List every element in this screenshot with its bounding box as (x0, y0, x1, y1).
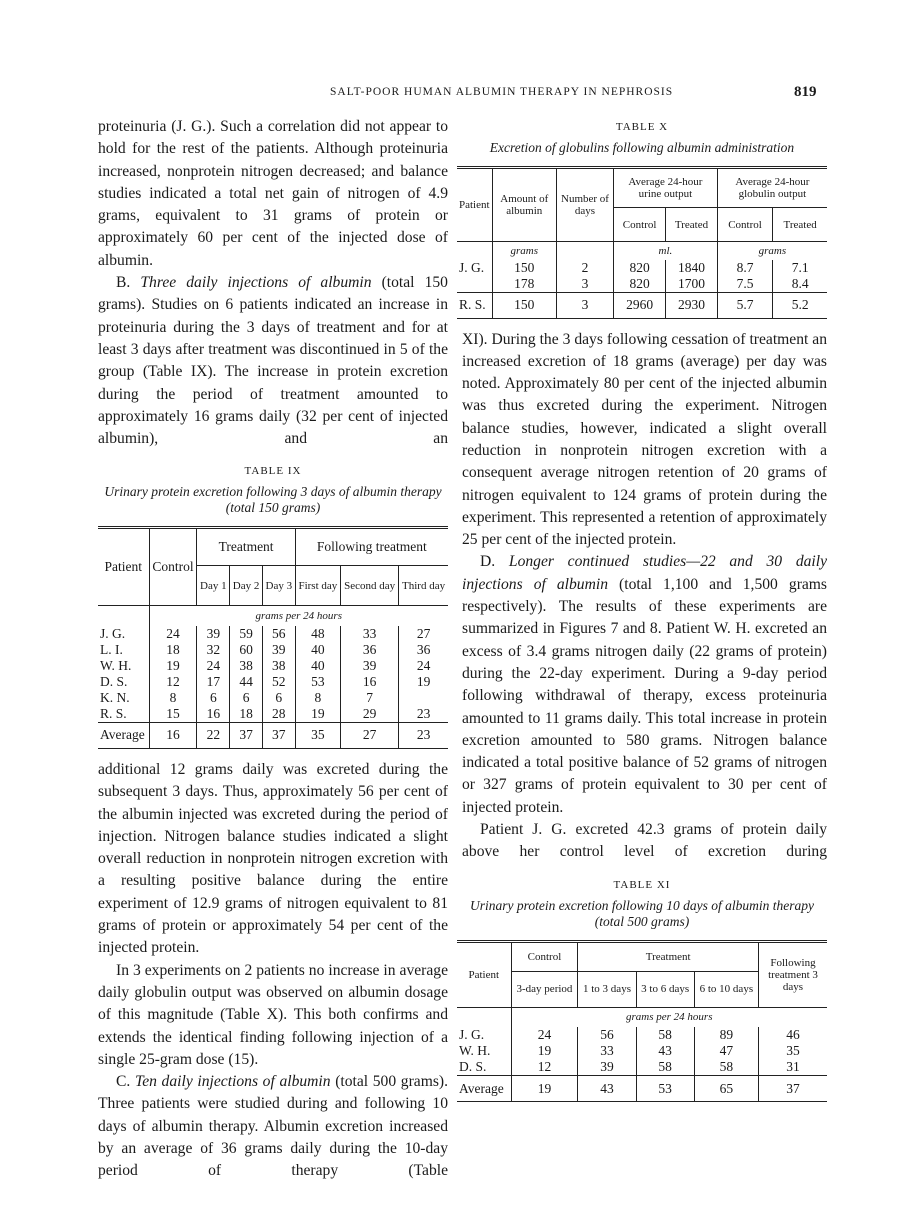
unit-label: ml. (614, 242, 718, 260)
table-row (457, 1059, 827, 1076)
average-cell: 16 (149, 722, 197, 748)
average-row (457, 1076, 827, 1102)
value-cell: 39 (262, 642, 295, 658)
table-xi (457, 878, 827, 1103)
table-x (457, 120, 827, 319)
col-header: Patient (104, 559, 142, 575)
value-cell: 3 (556, 292, 613, 318)
table-row (98, 690, 448, 706)
average-cell: 65 (694, 1076, 758, 1102)
value-cell: 35 (759, 1043, 828, 1059)
value-cell: 15 (149, 706, 197, 723)
unit-label: grams (492, 242, 556, 260)
value-cell: 8.7 (717, 260, 773, 276)
value-cell: 178 (492, 276, 556, 293)
data-table (457, 940, 827, 1103)
text: C. (116, 1073, 135, 1091)
text: D. (480, 553, 509, 571)
col-header: 6 to 10 days (694, 971, 758, 1007)
paragraph (462, 551, 827, 819)
patient-cell: J. G. (100, 625, 126, 641)
average-cell: 19 (511, 1076, 578, 1102)
section-heading: Longer continued studies—22 and 30 daily injections of albumin (462, 553, 827, 593)
text: B. (116, 274, 141, 292)
col-header: Third day (399, 566, 448, 606)
value-cell: 36 (341, 642, 399, 658)
col-header: Control (149, 528, 197, 606)
value-cell: 7.5 (717, 276, 773, 293)
value-cell: 24 (149, 626, 197, 642)
col-header: Average 24-hour urine output (614, 168, 718, 208)
patient-cell: J. G. (459, 1027, 485, 1043)
col-header: Treated (773, 208, 827, 242)
paragraph: Patient J. G. excreted 42.3 grams of protein daily above her control level of excretion during (462, 821, 827, 861)
col-header: Number of days (556, 168, 613, 242)
value-cell: 47 (694, 1043, 758, 1059)
value-cell: 16 (197, 706, 230, 723)
col-header: First day (295, 566, 340, 606)
value-cell: 48 (295, 626, 340, 642)
value-cell: 58 (636, 1027, 694, 1043)
value-cell: 1700 (666, 276, 718, 293)
value-cell: 24 (197, 658, 230, 674)
col-header: Control (511, 941, 578, 971)
value-cell: 18 (230, 706, 263, 723)
patient-cell: W. H. (100, 657, 132, 673)
value-cell: 40 (295, 658, 340, 674)
paragraph: XI). During the 3 days following cessation of treatment an increased excretion of 18 grams (average) per day was noted. Approximately 80 per cent of the injected albumin was thus excreted during the experiment. Nitrogen balance studies, however, indicated a slight overall reduction in nonprotein nitrogen excretion with a consequent average nitrogen retention of 20 grams of nitrogen equivalent to 124 grams of protein during the experiment. This represented a retention of approximately 25 per cent of the injected protein. (462, 330, 827, 549)
patient-cell: R. S. (100, 705, 127, 721)
table-caption: Excretion of globulins following albumin administration (489, 140, 795, 155)
average-row (98, 722, 448, 748)
value-cell: 29 (341, 706, 399, 723)
col-header: Amount of albumin (492, 168, 556, 242)
value-cell: 7 (341, 690, 399, 706)
value-cell: 16 (341, 674, 399, 690)
col-header: Patient (468, 968, 500, 981)
patient-cell: J. G. (459, 259, 485, 275)
average-cell: 37 (759, 1076, 828, 1102)
average-cell: 35 (295, 722, 340, 748)
value-cell: 19 (149, 658, 197, 674)
col-header: Day 3 (262, 566, 295, 606)
value-cell: 12 (149, 674, 197, 690)
value-cell: 150 (492, 260, 556, 276)
col-header: Control (717, 208, 773, 242)
value-cell: 18 (149, 642, 197, 658)
patient-cell: R. S. (459, 297, 486, 312)
col-header: Second day (341, 566, 399, 606)
value-cell: 27 (399, 626, 448, 642)
value-cell: 40 (295, 642, 340, 658)
col-header: 1 to 3 days (578, 971, 636, 1007)
paragraph: In 3 experiments on 2 patients no increase in average daily globulin output was observed on albumin dosage of this magnitude (Table X). This both confirms and extends the identical finding following injection of a single 25-gram dose (15). (98, 961, 448, 1068)
paragraph: proteinuria (J. G.). Such a correlation did not appear to hold for the rest of the patients. Although proteinuria increased, nonprotein nitrogen decreased; and balance studies indicated a total net gain of nitrogen of 4.9 grams, equivalent to 31 grams of protein or approximately 60 per cent of the injected dose of albumin. (98, 118, 448, 269)
value-cell: 8 (295, 690, 340, 706)
table-ix (98, 464, 448, 749)
value-cell: 33 (578, 1043, 636, 1059)
col-header: Average 24-hour globulin output (717, 168, 827, 208)
value-cell: 12 (511, 1059, 578, 1076)
average-cell: 43 (578, 1076, 636, 1102)
data-table (457, 166, 827, 319)
value-cell: 60 (230, 642, 263, 658)
value-cell: 3 (556, 276, 613, 293)
table-row (457, 1027, 827, 1043)
col-header: Day 2 (230, 566, 263, 606)
value-cell: 31 (759, 1059, 828, 1076)
table-row (98, 626, 448, 642)
value-cell: 32 (197, 642, 230, 658)
average-label: Average (100, 727, 145, 743)
table-row (457, 292, 827, 318)
value-cell: 2 (556, 260, 613, 276)
table-caption: Urinary protein excretion following 10 days of albumin therapy (total 500 grams) (470, 897, 814, 929)
unit-label: grams per 24 hours (149, 606, 448, 626)
patient-cell: D. S. (100, 673, 128, 689)
table-row (98, 706, 448, 723)
col-header: Treatment (578, 941, 759, 971)
patient-cell (457, 276, 492, 293)
patient-cell: K. N. (100, 689, 130, 705)
unit-label: grams (717, 242, 827, 260)
value-cell: 6 (197, 690, 230, 706)
value-cell: 46 (759, 1027, 828, 1043)
col-header: Treated (666, 208, 718, 242)
patient-cell: L. I. (100, 641, 123, 657)
table-title: TABLE X (615, 121, 669, 133)
value-cell (399, 690, 448, 706)
section-heading: Three daily injections of albumin (140, 274, 372, 292)
value-cell: 52 (262, 674, 295, 690)
value-cell: 7.1 (773, 260, 827, 276)
value-cell: 24 (399, 658, 448, 674)
table-row (457, 1043, 827, 1059)
value-cell: 53 (295, 674, 340, 690)
table-row (98, 642, 448, 658)
col-header: Treatment (197, 528, 295, 566)
table-row (457, 260, 827, 276)
value-cell: 56 (578, 1027, 636, 1043)
value-cell: 24 (511, 1027, 578, 1043)
average-cell: 53 (636, 1076, 694, 1102)
paragraph: additional 12 grams daily was excreted during the subsequent 3 days. Thus, approximately 56 per cent of the albumin injected was excreted during the period of injection. Nitrogen balance studies indicated a slight overall reduction in nonprotein nitrogen excretion with a resulting positive balance during the entire experiment of 12.9 grams of nitrogen equivalent to 81 grams of protein or approximately 54 per cent of the injected protein. (98, 760, 448, 957)
col-header: 3-day period (511, 971, 578, 1007)
value-cell: 89 (694, 1027, 758, 1043)
running-title: SALT-POOR HUMAN ALBUMIN THERAPY IN NEPHROSIS (330, 86, 674, 98)
value-cell: 820 (614, 276, 666, 293)
value-cell: 2960 (614, 292, 666, 318)
section-heading: Ten daily injections of albumin (134, 1073, 331, 1091)
average-cell: 27 (341, 722, 399, 748)
col-header: Day 1 (197, 566, 230, 606)
right-column (457, 120, 827, 1112)
value-cell: 38 (262, 658, 295, 674)
value-cell: 8.4 (773, 276, 827, 293)
value-cell: 6 (262, 690, 295, 706)
right-column-text (457, 329, 827, 864)
value-cell: 56 (262, 626, 295, 642)
table-row (457, 276, 827, 293)
value-cell: 5.7 (717, 292, 773, 318)
text: (total 500 grams). Three patients were studied during and following 10 days of albumin therapy. Albumin excretion increased by an average of 36 grams daily during the 10-day period of therapy (Table (98, 1073, 449, 1180)
value-cell: 39 (341, 658, 399, 674)
value-cell: 44 (230, 674, 263, 690)
table-row (98, 658, 448, 674)
left-column-top (98, 116, 448, 450)
value-cell: 6 (230, 690, 263, 706)
value-cell: 58 (694, 1059, 758, 1076)
value-cell: 36 (399, 642, 448, 658)
value-cell: 820 (614, 260, 666, 276)
value-cell: 38 (230, 658, 263, 674)
text: (total 150 grams). Studies on 6 patients indicated an increase in proteinuria during the 3 days of treatment and for at least 3 days after treatment was discontinued in 5 of the group (Table IX). The increase in protein excretion during the period of treatment amounted to approximately 16 grams daily (32 per cent of injected albumin), and an (98, 274, 448, 448)
col-header: Following treatment (295, 528, 448, 566)
left-column-bottom (98, 759, 448, 1183)
value-cell: 58 (636, 1059, 694, 1076)
table-caption: Urinary protein excretion following 3 days of albumin therapy (total 150 grams) (104, 484, 442, 516)
value-cell: 19 (295, 706, 340, 723)
table-title: TABLE XI (613, 878, 671, 891)
paragraph (98, 1071, 448, 1182)
value-cell: 150 (492, 292, 556, 318)
value-cell: 2930 (666, 292, 718, 318)
value-cell: 17 (197, 674, 230, 690)
average-cell: 37 (230, 722, 263, 748)
patient-cell: D. S. (459, 1059, 487, 1075)
value-cell: 39 (578, 1059, 636, 1076)
table-title: TABLE IX (244, 465, 302, 478)
paragraph (98, 272, 448, 450)
value-cell: 5.2 (773, 292, 827, 318)
col-header: 3 to 6 days (636, 971, 694, 1007)
page-number: 819 (794, 84, 817, 100)
unit-label: grams per 24 hours (511, 1007, 827, 1027)
text: (total 1,100 and 1,500 grams respectively). The results of these experiments are summarized in Figures 7 and 8. Patient W. H. excreted an excess of 3.4 grams nitrogen daily (22 grams of protein) during the 22-day experiment. During a 9-day period following withdrawal of therapy, excess proteinuria amounted to 11 grams daily. This total increase in protein excretion amounted to 580 grams. Nitrogen balance indicated a total positive balance of 52 grams of nitrogen or 327 grams of protein equivalent to 30 per cent of injected protein. (462, 575, 827, 816)
value-cell: 19 (399, 674, 448, 690)
col-header: Control (614, 208, 666, 242)
average-cell: 37 (262, 722, 295, 748)
average-cell: 22 (197, 722, 230, 748)
average-label: Average (459, 1080, 504, 1096)
col-header: Patient (459, 199, 490, 211)
value-cell: 59 (230, 626, 263, 642)
col-header: Following treatment 3 days (759, 941, 828, 1007)
value-cell: 1840 (666, 260, 718, 276)
value-cell: 19 (511, 1043, 578, 1059)
value-cell: 39 (197, 626, 230, 642)
value-cell: 23 (399, 706, 448, 723)
value-cell: 28 (262, 706, 295, 723)
value-cell: 43 (636, 1043, 694, 1059)
average-cell: 23 (399, 722, 448, 748)
data-table (98, 526, 448, 749)
left-column (98, 116, 448, 1183)
table-row (98, 674, 448, 690)
patient-cell: W. H. (459, 1043, 491, 1059)
value-cell: 8 (149, 690, 197, 706)
value-cell: 33 (341, 626, 399, 642)
